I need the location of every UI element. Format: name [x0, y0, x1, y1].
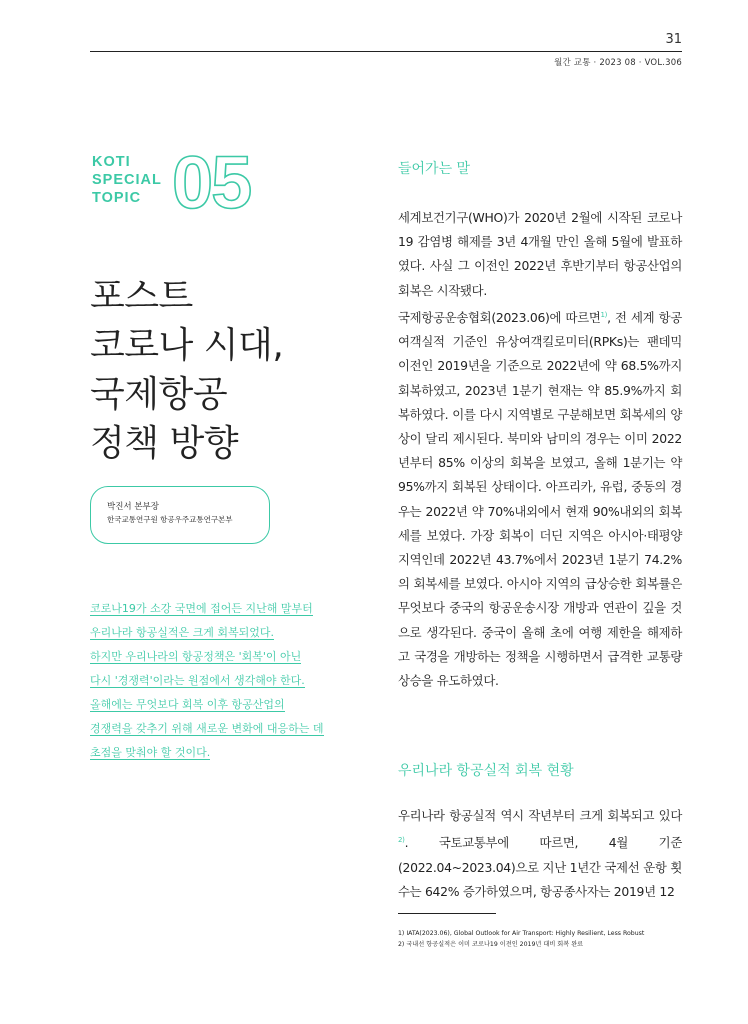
abstract-line: 다시 '경쟁력'이라는 원점에서 생각해야 한다.	[90, 674, 305, 687]
topic-number	[172, 146, 254, 216]
section-heading: 우리나라 항공실적 회복 현황	[398, 763, 574, 779]
abstract-line: 우리나라 항공실적은 크게 회복되었다.	[90, 626, 275, 639]
topic-label	[92, 153, 162, 207]
topic-label-line: SPECIAL	[92, 172, 162, 188]
topic-label-line: TOPIC	[92, 190, 142, 206]
footnotes	[398, 928, 688, 950]
abstract-line: 코로나19가 소강 국면에 접어든 지난해 말부터	[90, 602, 313, 615]
header-rule	[90, 51, 682, 52]
title-line: 코로나 시대,	[90, 325, 284, 366]
title-line: 포스트	[90, 276, 193, 317]
title-line: 국제항공	[90, 374, 228, 415]
author-name: 박진서	[107, 502, 132, 512]
abstract	[90, 597, 360, 765]
paragraph: 우리나라 항공실적 역시 작년부터 크게 회복되고 있다$^{2)}$. 국토교통부에 따르면, 4월 기준(2022.04~2023.04)으로 지난 1년간 국제선 운항 횟수는 642% 증가하였으며, 항공종사자는 2019년 12	[398, 808, 682, 899]
section-recovery	[398, 760, 682, 904]
topic-label-line: KOTI	[92, 154, 131, 170]
abstract-line: 초점을 맞춰야 할 것이다.	[90, 746, 211, 759]
section-body	[398, 804, 682, 904]
section-intro	[398, 158, 682, 693]
footnote: 2) 국내선 항공실적은 이미 코로나19 이전인 2019년 대비 회복 완료	[398, 941, 584, 948]
author-box	[90, 486, 270, 544]
footnote-ref[interactable]: 1)	[600, 310, 608, 319]
author-org: 한국교통연구원 항공우주교통연구본부	[107, 515, 233, 524]
footnote-ref[interactable]: 2)	[398, 836, 405, 845]
section-body	[398, 206, 682, 693]
article-title	[90, 272, 283, 468]
abstract-line: 하지만 우리나라의 항공정책은 '회복'이 아닌	[90, 650, 302, 663]
topic-number-text: 05	[172, 146, 251, 216]
abstract-line: 올해에는 무엇보다 회복 이후 항공산업의	[90, 698, 285, 711]
author-name-line	[107, 501, 269, 514]
section-heading: 들어가는 말	[398, 161, 471, 177]
header-info: 월간 교통 · 2023 08 · VOL.306	[554, 58, 682, 68]
footnote-rule	[398, 913, 496, 914]
paragraph: 세계보건기구(WHO)가 2020년 2월에 시작된 코로나19 감염병 해제를 3년 4개월 만인 올해 5월에 발표하였다. 사실 그 이전인 2022년 후반기부터 항공산업의 회복은 시작됐다.	[398, 210, 682, 298]
page-number: 31	[665, 32, 682, 47]
footnote: 1) IATA(2023.06), Global Outlook for Air Transport: Highly Resilient, Less Robust	[398, 930, 645, 937]
paragraph: 국제항공운송협회(2023.06)에 따르면$^{1)}$, 전 세계 항공여객실적 기준인 유상여객킬로미터(RPKs)는 팬데믹 이전인 2019년을 기준으로 2022년에 약 68.5%까지 회복하였고, 2023년 1분기 현재는 약 85.9%까지 회복하였다. 이를 다시 지역별로 구분해보면 회복세의 양상이 달리 제시된다. 북미와 남미의 경우는 이미 2022년부터 85% 이상의 회복을 보였고, 올해 1분기는 약 95%까지 회복된 상태이다. 아프리카, 유럽, 중동의 경우는 2022년 약 70%내외에서 현재 90%내외의 회복세를 보였다. 가장 회복이 더딘 지역은 아시아·태평양 지역인데 2022년 43.7%에서 2023년 1분기 74.2%의 회복세를 보였다. 아시아 지역의 급상승한 회복률은 무엇보다 중국의 항공운송시장 개방과 연관이 깊을 것으로 생각된다. 중국이 올해 초에 여행 제한을 해제하고 국경을 개방하는 정책을 시행하면서 급격한 교통량 상승을 유도하였다.	[398, 309, 682, 688]
abstract-line: 경쟁력을 갖추기 위해 새로운 변화에 대응하는 데	[90, 722, 324, 735]
title-line: 정책 방향	[90, 423, 239, 464]
author-position: 본부장	[134, 502, 159, 512]
